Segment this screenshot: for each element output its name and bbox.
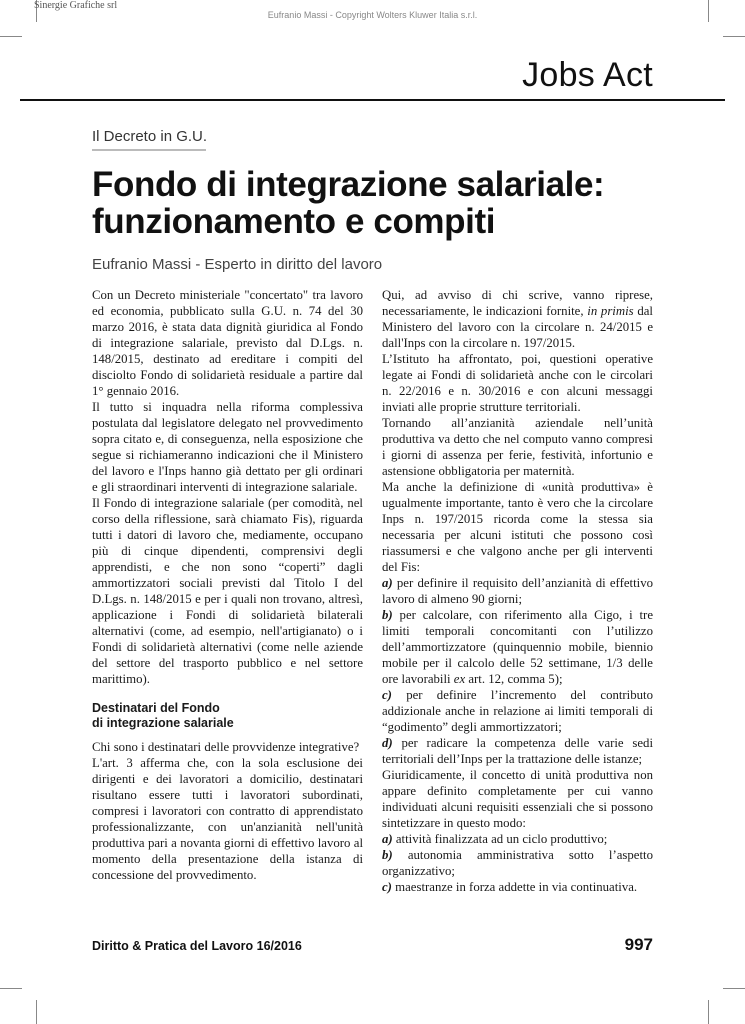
paragraph: Con un Decreto ministeriale "concertato" tra lavoro ed economia, pubblicato sulla G.U. n. 74 del 30 marzo 2016, è stata data dignità giuridica al Fondo di integrazione salariale, previsto dal D.Lgs. n. 148/2015, destinato ad ereditare i compiti del disciolto Fondo di solidarietà residuale a partire dal 1° gennaio 2016. xyxy=(92,288,363,398)
journal-footer: Diritto & Pratica del Lavoro 16/2016 xyxy=(92,939,302,953)
text-run: Qui, ad avviso di chi scrive, vanno riprese, necessariamente, le indicazioni fornite, xyxy=(382,288,653,318)
crop-mark xyxy=(0,36,22,37)
paragraph: Chi sono i destinatari delle provvidenze integrative? xyxy=(92,740,360,754)
crop-mark xyxy=(0,988,22,989)
title-line-2: funzionamento e compiti xyxy=(92,202,496,241)
subheading-line-1: Destinatari del Fondo xyxy=(92,701,220,715)
text-run: attività finalizzata ad un ciclo produttivo; xyxy=(392,832,608,846)
list-marker: a) xyxy=(382,576,393,590)
text-run: maestranze in forza addette in via continuativa. xyxy=(391,880,638,894)
list-item xyxy=(382,847,653,879)
subheading-line-2: di integrazione salariale xyxy=(92,716,234,730)
list-item xyxy=(382,575,653,607)
article-kicker: Il Decreto in G.U. xyxy=(92,128,208,145)
list-marker: c) xyxy=(382,880,392,894)
crop-mark xyxy=(36,1000,37,1024)
list-item xyxy=(382,735,653,767)
paragraph: Giuridicamente, il concetto di unità produttiva non appare definito completamente per cui vanno individuati alcuni requisiti essenziali che si possono sintetizzare in questo modo: xyxy=(382,768,653,830)
list-item xyxy=(382,687,653,735)
emphasis: in primis xyxy=(587,304,634,318)
page-number: 997 xyxy=(624,935,653,954)
list-item xyxy=(382,879,653,895)
article-author: Eufranio Massi - Esperto in diritto del lavoro xyxy=(92,256,383,273)
text-run: autonomia amministrativa sotto l’aspetto organizzativo; xyxy=(382,848,653,878)
text-run: per definire l’incremento del contributo addizionale anche in relazione ai limiti temporali di “godimento” degli ammortizzatori; xyxy=(382,688,653,734)
text-run: dal Ministero del lavoro con la circolare n. 24/2015 e dall'Inps con la circolare n. 197/2015. xyxy=(382,304,653,350)
text-run: per definire il requisito dell’anzianità di effettivo lavoro di almeno 90 giorni; xyxy=(382,576,653,606)
crop-mark xyxy=(723,988,745,989)
text-run: per radicare la competenza delle varie sedi territoriali dell’Inps per la trattazione delle istanze; xyxy=(382,736,653,766)
paragraph: L'art. 3 afferma che, con la sola esclusione dei dirigenti e dei lavoratori a domicilio, destinatari risultano essere tutti i lavoratori subordinati, compresi i lavoratori con contratto di apprendistato professionalizzante, con un'anzianità nell'unità produttiva pari a novanta giorni di effettivo lavoro al momento della presentazione della istanza di concessione del provvedimento. xyxy=(92,756,363,882)
list-marker: b) xyxy=(382,848,393,862)
section-subheading xyxy=(92,701,363,731)
header-rule xyxy=(20,99,725,101)
list-marker: d) xyxy=(382,736,393,750)
text-run: art. 12, comma 5); xyxy=(465,672,563,686)
crop-mark xyxy=(708,1000,709,1024)
list-item xyxy=(382,831,653,847)
paragraph: L’Istituto ha affrontato, poi, questioni operative legate ai Fondi di solidarietà anche con le circolari n. 22/2016 e n. 30/2016 e con alcuni messaggi inviati alle proprie strutture territoriali. xyxy=(382,352,653,414)
copyright-line: Eufranio Massi - Copyright Wolters Kluwer Italia s.r.l. xyxy=(267,10,478,20)
kicker-underline xyxy=(92,149,206,151)
emphasis: ex xyxy=(453,672,466,686)
paragraph: Il Fondo di integrazione salariale (per comodità, nel corso della riflessione, sarà chiamato Fis), riguarda tutti i datori di lavoro che, mediamente, occupano più di cinque dipendenti, comprensivi degli apprendisti, e che non sono “coperti” dagli ammortizzatori sociali previsti dal Titolo I del D.Lgs. n. 148/2015 e per i quali non trovano, altresì, applicazione i Fondi di solidarietà bilaterali alternativi (come, ad esempio, nell'artigianato) o i Fondi di solidarietà alternativi (come nelle aziende del settore del trasporto pubblico e nel settore marittimo). xyxy=(92,496,363,686)
section-title: Jobs Act xyxy=(522,56,653,94)
printer-mark: Sinergie Grafiche srl xyxy=(34,0,118,11)
paragraph: Il tutto si inquadra nella riforma complessiva postulata dal legislatore delegato nel provvedimento sopra citato e, di conseguenza, nella esposizione che segue si richiameranno indicazioni che il Ministero del lavoro e l'Inps hanno già dettato per gli ordinari e gli straordinari interventi di integrazione salariale. xyxy=(92,400,363,494)
crop-mark xyxy=(723,36,745,37)
list-marker: b) xyxy=(382,608,393,622)
paragraph: Tornando all’anzianità aziendale nell’unità produttiva va detto che nel computo vanno compresi i giorni di assenza per ferie, festività, infortunio e astensione obbligatoria per maternità. xyxy=(382,416,653,478)
list-marker: a) xyxy=(382,832,393,846)
paragraph: Ma anche la definizione di «unità produttiva» è ugualmente importante, tanto è vero che la circolare Inps n. 197/2015 ricorda come la stessa sia necessaria per alcuni istituti che possono così riassumersi e che valgono anche per gli interventi del Fis: xyxy=(382,480,653,574)
title-line-1: Fondo di integrazione salariale: xyxy=(92,165,605,204)
paragraph xyxy=(382,287,653,351)
left-column xyxy=(92,287,363,883)
list-item xyxy=(382,607,653,687)
article-title xyxy=(92,166,672,240)
text-run: per calcolare, con riferimento alla Cigo, i tre limiti temporali concomitanti con l’utilizzo dell’ammortizzatore (quinquennio mobile, biennio mobile per il calcolo delle 52 settimane, 1/3 delle ore lavorabili xyxy=(382,608,653,686)
list-marker: c) xyxy=(382,688,392,702)
right-column xyxy=(382,287,653,895)
